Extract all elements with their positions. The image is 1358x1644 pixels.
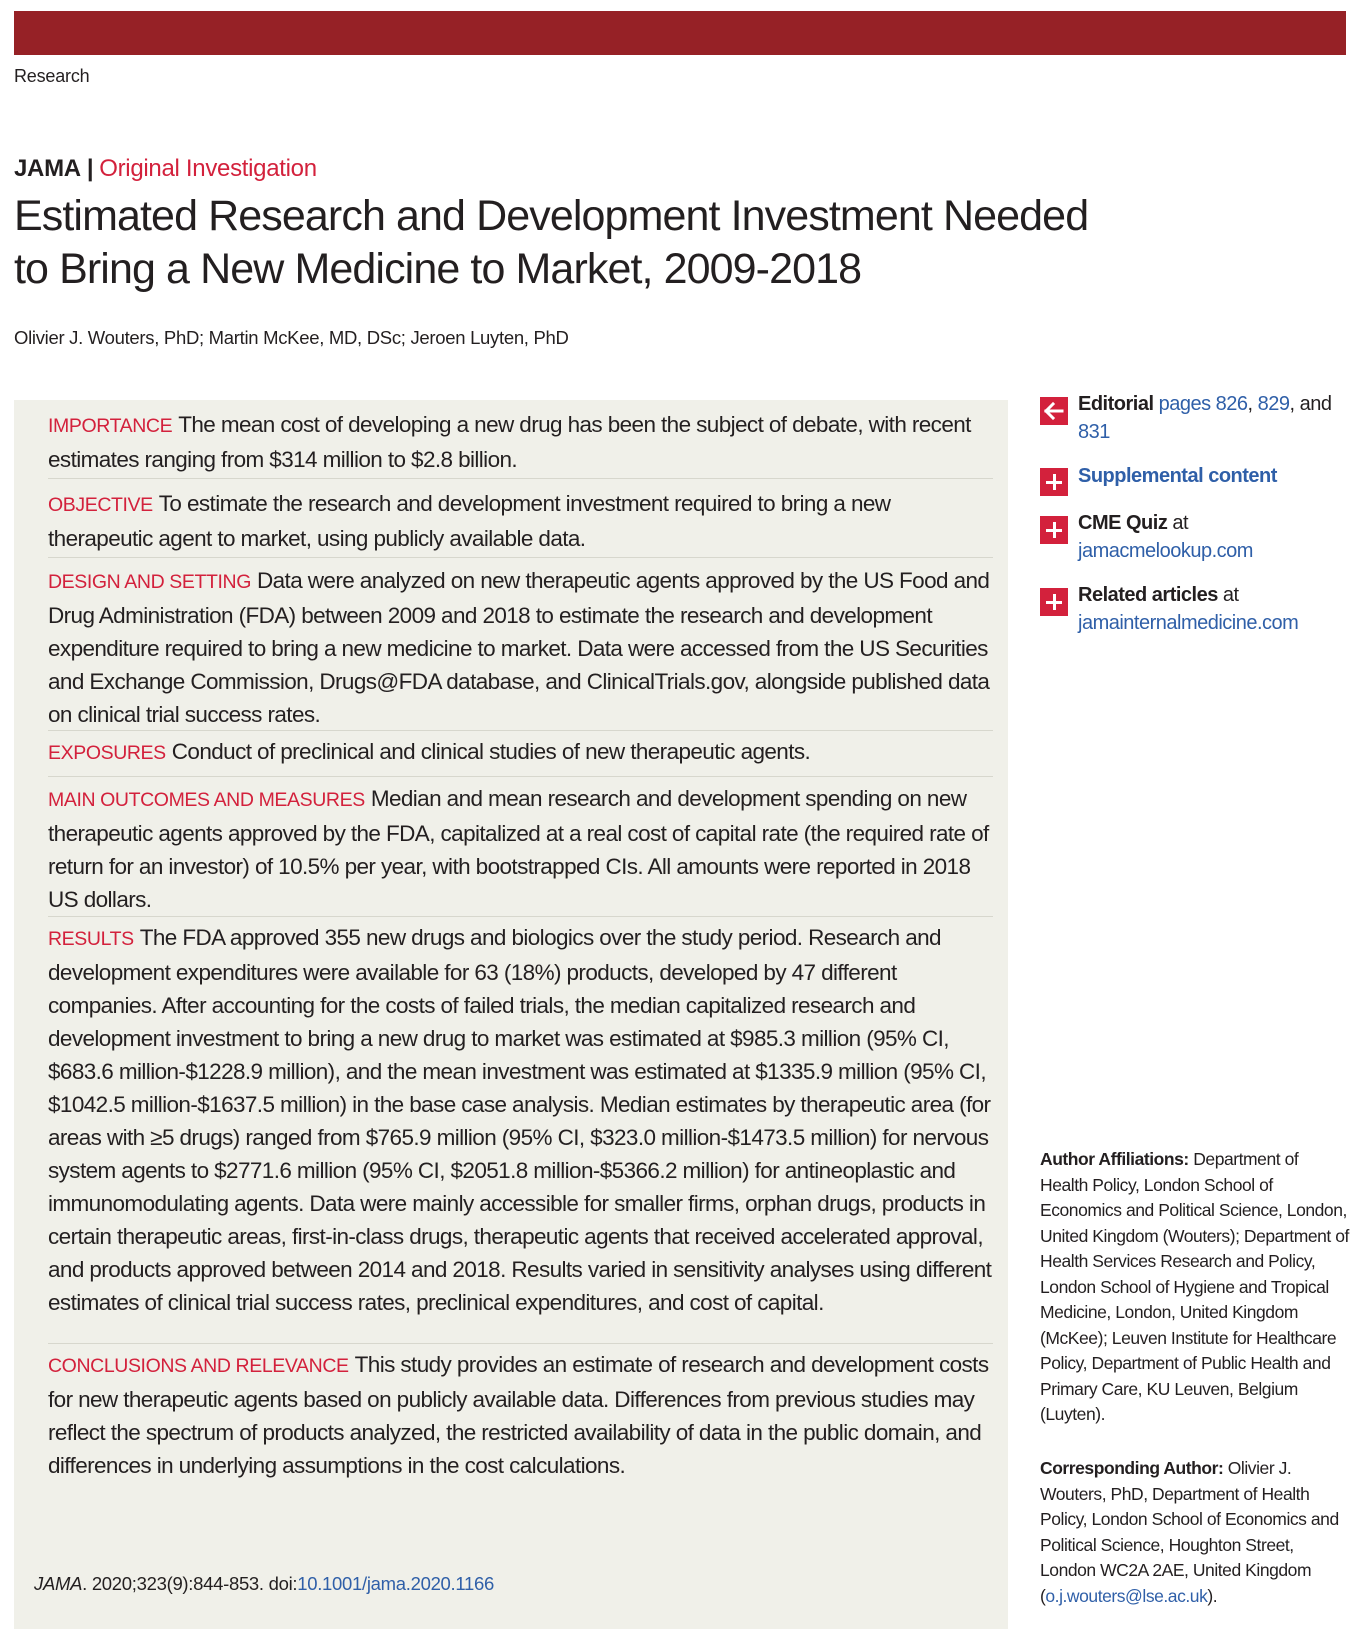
- abstract-importance: [48, 408, 993, 476]
- article-title: Estimated Research and Development Investment Needed to Bring a New Medicine to Market, 2009-2018: [14, 192, 1089, 293]
- doi-link[interactable]: 10.1001/jama.2020.1166: [297, 1573, 494, 1594]
- related-url-link[interactable]: jamainternalmedicine.com: [1078, 612, 1299, 634]
- abstract-divider: [48, 916, 993, 917]
- cme-url-link[interactable]: jamacmelookup.com: [1078, 540, 1253, 562]
- abstract-text: Median and mean research and development spending on new therapeutic agents approved by the FDA, capitalized at a real cost of capital rate (the required rate of return for an investor) of 10.5% per year, with bootstrapped CIs. All amounts were reported in 2018 US dollars.: [48, 786, 989, 912]
- cme-at: at: [1167, 512, 1189, 534]
- section-label: Research: [14, 66, 90, 86]
- abstract-divider: [48, 730, 993, 731]
- abstract-box: [14, 400, 1008, 1629]
- abstract-text: To estimate the research and development investment required to bring a new therapeutic agent to market, using publicly available data.: [48, 491, 891, 551]
- journal-name: JAMA: [14, 155, 81, 182]
- cme-label: CME Quiz: [1078, 512, 1168, 534]
- corresponding-text: Olivier J. Wouters, PhD, Department of Health Policy, London School of Economics and Political Science, Houghton Street, London WC2A 2AE, United Kingdom (: [1040, 1458, 1339, 1606]
- plus-icon: [1040, 516, 1068, 544]
- abstract-heading: MAIN OUTCOMES AND MEASURES: [48, 789, 365, 811]
- plus-icon: [1040, 588, 1068, 616]
- abstract-divider: [48, 557, 993, 558]
- citation-details: . 2020;323(9):844-853. doi:: [82, 1573, 298, 1594]
- abstract-text: The FDA approved 355 new drugs and biologics over the study period. Research and development expenditures were available for 63 (18%) products, developed by 47 different companies. After accounting for the costs of failed trials, the median capitalized research and development investment to bring a new drug to market was estimated at $985.3 million (95% CI, $683.6 million-$1228.9 million), and the mean investment was estimated at $1335.9 million (95% CI, $1042.5 million-$1637.5 million) in the base case analysis. Median estimates by therapeutic area (for areas with ≥5 drugs) ranged from $765.9 million (95% CI, $323.0 million-$1473.5 million) for nervous system agents to $2771.6 million (95% CI, $2051.8 million-$5366.2 million) for antineoplastic and immunomodulating agents. Data were mainly accessible for smaller firms, orphan drugs, products in certain therapeutic areas, first-in-class drugs, therapeutic agents that received accelerated approval, and products approved between 2014 and 2018. Results varied in sensitivity analyses using different estimates of clinical trial success rates, preclinical expenditures, and cost of capital.: [48, 925, 992, 1315]
- editorial-label: Editorial: [1078, 393, 1154, 415]
- abstract-results: [48, 921, 993, 1319]
- abstract-text: Conduct of preclinical and clinical studies of new therapeutic agents.: [171, 739, 811, 764]
- author-list: Olivier J. Wouters, PhD; Martin McKee, MD, DSc; Jeroen Luyten, PhD: [14, 327, 569, 348]
- article-citation: [34, 1573, 494, 1595]
- editorial-link[interactable]: [1078, 390, 1353, 446]
- abstract-text: This study provides an estimate of research and development costs for new therapeutic agents based on publicly available data. Differences from previous studies may reflect the spectrum of products analyzed, the restricted availability of data in the public domain, and differences in underlying assumptions in the cost calculations.: [48, 1352, 989, 1478]
- affiliations-label: Author Affiliations:: [1040, 1149, 1189, 1169]
- abstract-text: The mean cost of developing a new drug has been the subject of debate, with recent estimates ranging from $314 million to $2.8 billion.: [48, 412, 971, 472]
- journal-line: [14, 155, 317, 183]
- header-bar: [14, 11, 1346, 55]
- abstract-conclusions: [48, 1348, 993, 1482]
- back-arrow-icon: [1040, 397, 1068, 425]
- corresponding-label: Corresponding Author:: [1040, 1458, 1224, 1478]
- abstract-objective: [48, 487, 993, 555]
- related-at: at: [1217, 584, 1239, 606]
- abstract-heading: DESIGN AND SETTING: [48, 571, 251, 593]
- abstract-divider: [48, 1343, 993, 1344]
- and-text: , and: [1289, 393, 1332, 415]
- abstract-text: Data were analyzed on new therapeutic agents approved by the US Food and Drug Administration (FDA) between 2009 and 2018 to estimate the research and development expenditure required to bring a new medicine to market. Data were accessed from the US Securities and Exchange Commission, Drugs@FDA database, and ClinicalTrials.gov, alongside published data on clinical trial success rates.: [48, 568, 990, 727]
- comma: ,: [1247, 393, 1253, 415]
- abstract-heading: OBJECTIVE: [48, 494, 153, 516]
- abstract-divider: [48, 776, 993, 777]
- editorial-page-link[interactable]: 831: [1078, 421, 1110, 443]
- cme-quiz-link[interactable]: [1078, 509, 1353, 565]
- abstract-divider: [48, 478, 993, 479]
- corresponding-author: [1040, 1456, 1350, 1609]
- supplemental-label[interactable]: Supplemental content: [1078, 465, 1277, 487]
- editorial-page-link[interactable]: 826: [1215, 393, 1248, 415]
- journal-separator: |: [86, 155, 94, 182]
- abstract-heading: RESULTS: [48, 928, 134, 950]
- citation-journal: JAMA: [34, 1573, 83, 1594]
- editorial-pages-link[interactable]: pages: [1158, 393, 1211, 415]
- related-label: Related articles: [1078, 584, 1218, 606]
- related-articles-link[interactable]: [1078, 581, 1353, 637]
- corresponding-close: ).: [1207, 1585, 1218, 1606]
- abstract-design: [48, 564, 993, 731]
- article-type: Original Investigation: [99, 155, 317, 182]
- supplemental-link[interactable]: [1078, 462, 1353, 490]
- plus-icon: [1040, 468, 1068, 496]
- editorial-page-link[interactable]: 829: [1257, 393, 1290, 415]
- email-link[interactable]: o.j.wouters@lse.ac.uk: [1045, 1585, 1208, 1606]
- abstract-outcomes: [48, 782, 993, 916]
- abstract-exposures: [48, 735, 993, 770]
- affiliations-text: Department of Health Policy, London School of Economics and Political Science, London, United Kingdom (Wouters); Department of Health Services Research and Policy, London School of Hygiene and Tropical Medicine, London, United Kingdom (McKee); Leuven Institute for Healthcare Policy, Department of Public Health and Primary Care, KU Leuven, Belgium (Luyten).: [1040, 1149, 1349, 1424]
- abstract-heading: EXPOSURES: [48, 742, 166, 764]
- abstract-heading: IMPORTANCE: [48, 415, 173, 437]
- abstract-heading: CONCLUSIONS AND RELEVANCE: [48, 1355, 349, 1377]
- author-affiliations: [1040, 1147, 1350, 1428]
